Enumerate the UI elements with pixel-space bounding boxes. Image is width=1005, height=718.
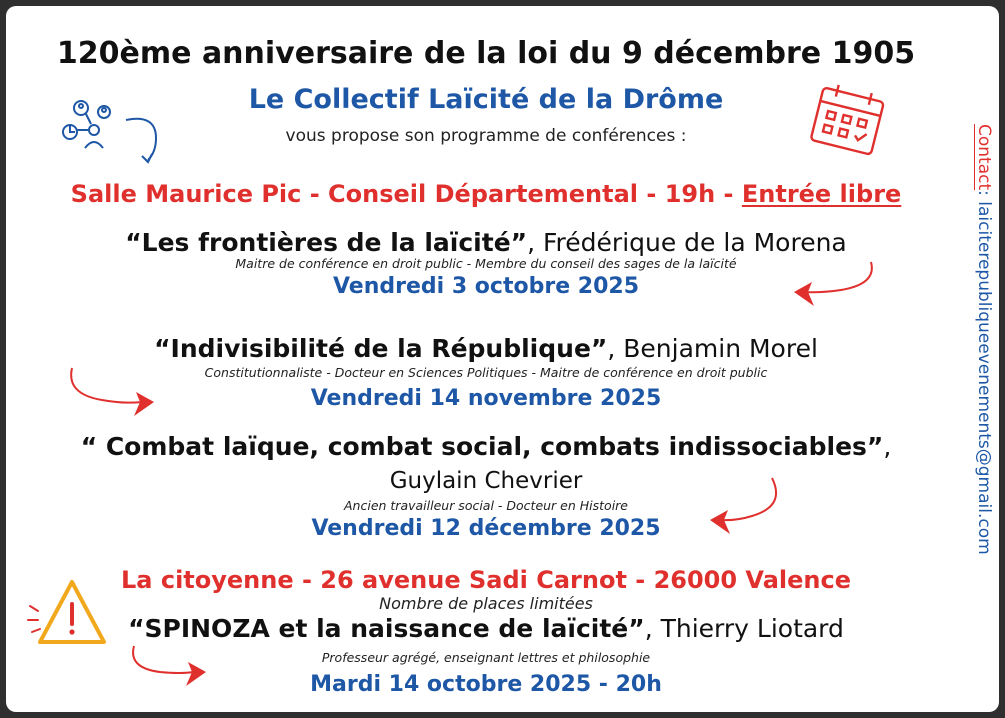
talk-3	[6, 432, 966, 461]
venue-2: La citoyenne - 26 avenue Sadi Carnot - 26000 Valence	[121, 566, 851, 594]
talk-2-date: Vendredi 14 novembre 2025	[310, 386, 662, 411]
venue-1	[6, 180, 966, 208]
talk-1-date: Vendredi 3 octobre 2025	[332, 274, 640, 299]
red-arrow-icon	[702, 472, 792, 538]
calendar-icon	[802, 82, 892, 162]
contact-email[interactable]: laiciterepubliqueevenements@gmail.com	[974, 201, 994, 555]
talk-2-title: “Indivisibilité de la République”	[154, 334, 608, 363]
talk-4-date: Mardi 14 octobre 2025 - 20h	[310, 672, 662, 697]
talk-2-sep: ,	[607, 334, 624, 363]
talk-3-speaker: Guylain Chevrier	[389, 468, 583, 494]
talk-1-speaker: Frédérique de la Morena	[543, 228, 847, 257]
venue-1-text: Salle Maurice Pic - Conseil Départemental - 19h -	[70, 180, 742, 208]
talk-2-description: Constitutionnaliste - Docteur en Sciences Politiques - Maitre de conférence en droit public	[204, 365, 768, 380]
organizer-name: Le Collectif Laïcité de la Drôme	[248, 84, 724, 115]
talk-4	[6, 614, 966, 643]
talk-1-sep: ,	[527, 228, 543, 257]
talk-1-title: “Les frontières de la laïcité”	[125, 228, 528, 257]
talk-3-title: “ Combat laïque, combat social, combats indissociables”	[80, 432, 884, 461]
talk-1-description: Maitre de conférence en droit public - Membre du conseil des sages de la laïcité	[235, 256, 737, 271]
limited-seats-note: Nombre de places limitées	[379, 594, 593, 613]
contact-label: Contact	[974, 124, 994, 191]
talk-3-sep: ,	[883, 432, 892, 461]
red-arrow-icon	[62, 362, 162, 422]
talk-3-description: Ancien travailleur social - Docteur en Histoire	[344, 498, 628, 513]
contact-sep: :	[974, 190, 994, 202]
talk-2	[6, 334, 966, 363]
red-arrow-icon	[786, 256, 881, 311]
intro-text: vous propose son programme de conférences :	[285, 126, 687, 146]
talk-4-description: Professeur agrégé, enseignant lettres et philosophie	[321, 650, 651, 665]
talk-1	[6, 228, 966, 257]
network-people-icon	[56, 90, 171, 170]
poster-title: 120ème anniversaire de la loi du 9 décembre 1905	[56, 36, 916, 71]
talk-4-speaker: Thierry Liotard	[660, 614, 844, 643]
talk-4-sep: ,	[644, 614, 661, 643]
free-entry-label: Entrée libre	[741, 180, 902, 208]
poster	[6, 6, 999, 712]
talk-2-speaker: Benjamin Morel	[623, 334, 818, 363]
talk-4-title: “SPINOZA et la naissance de laïcité”	[128, 614, 645, 643]
contact-vertical	[974, 124, 994, 555]
red-arrow-icon	[124, 642, 214, 694]
talk-3-date: Vendredi 12 décembre 2025	[311, 516, 661, 541]
